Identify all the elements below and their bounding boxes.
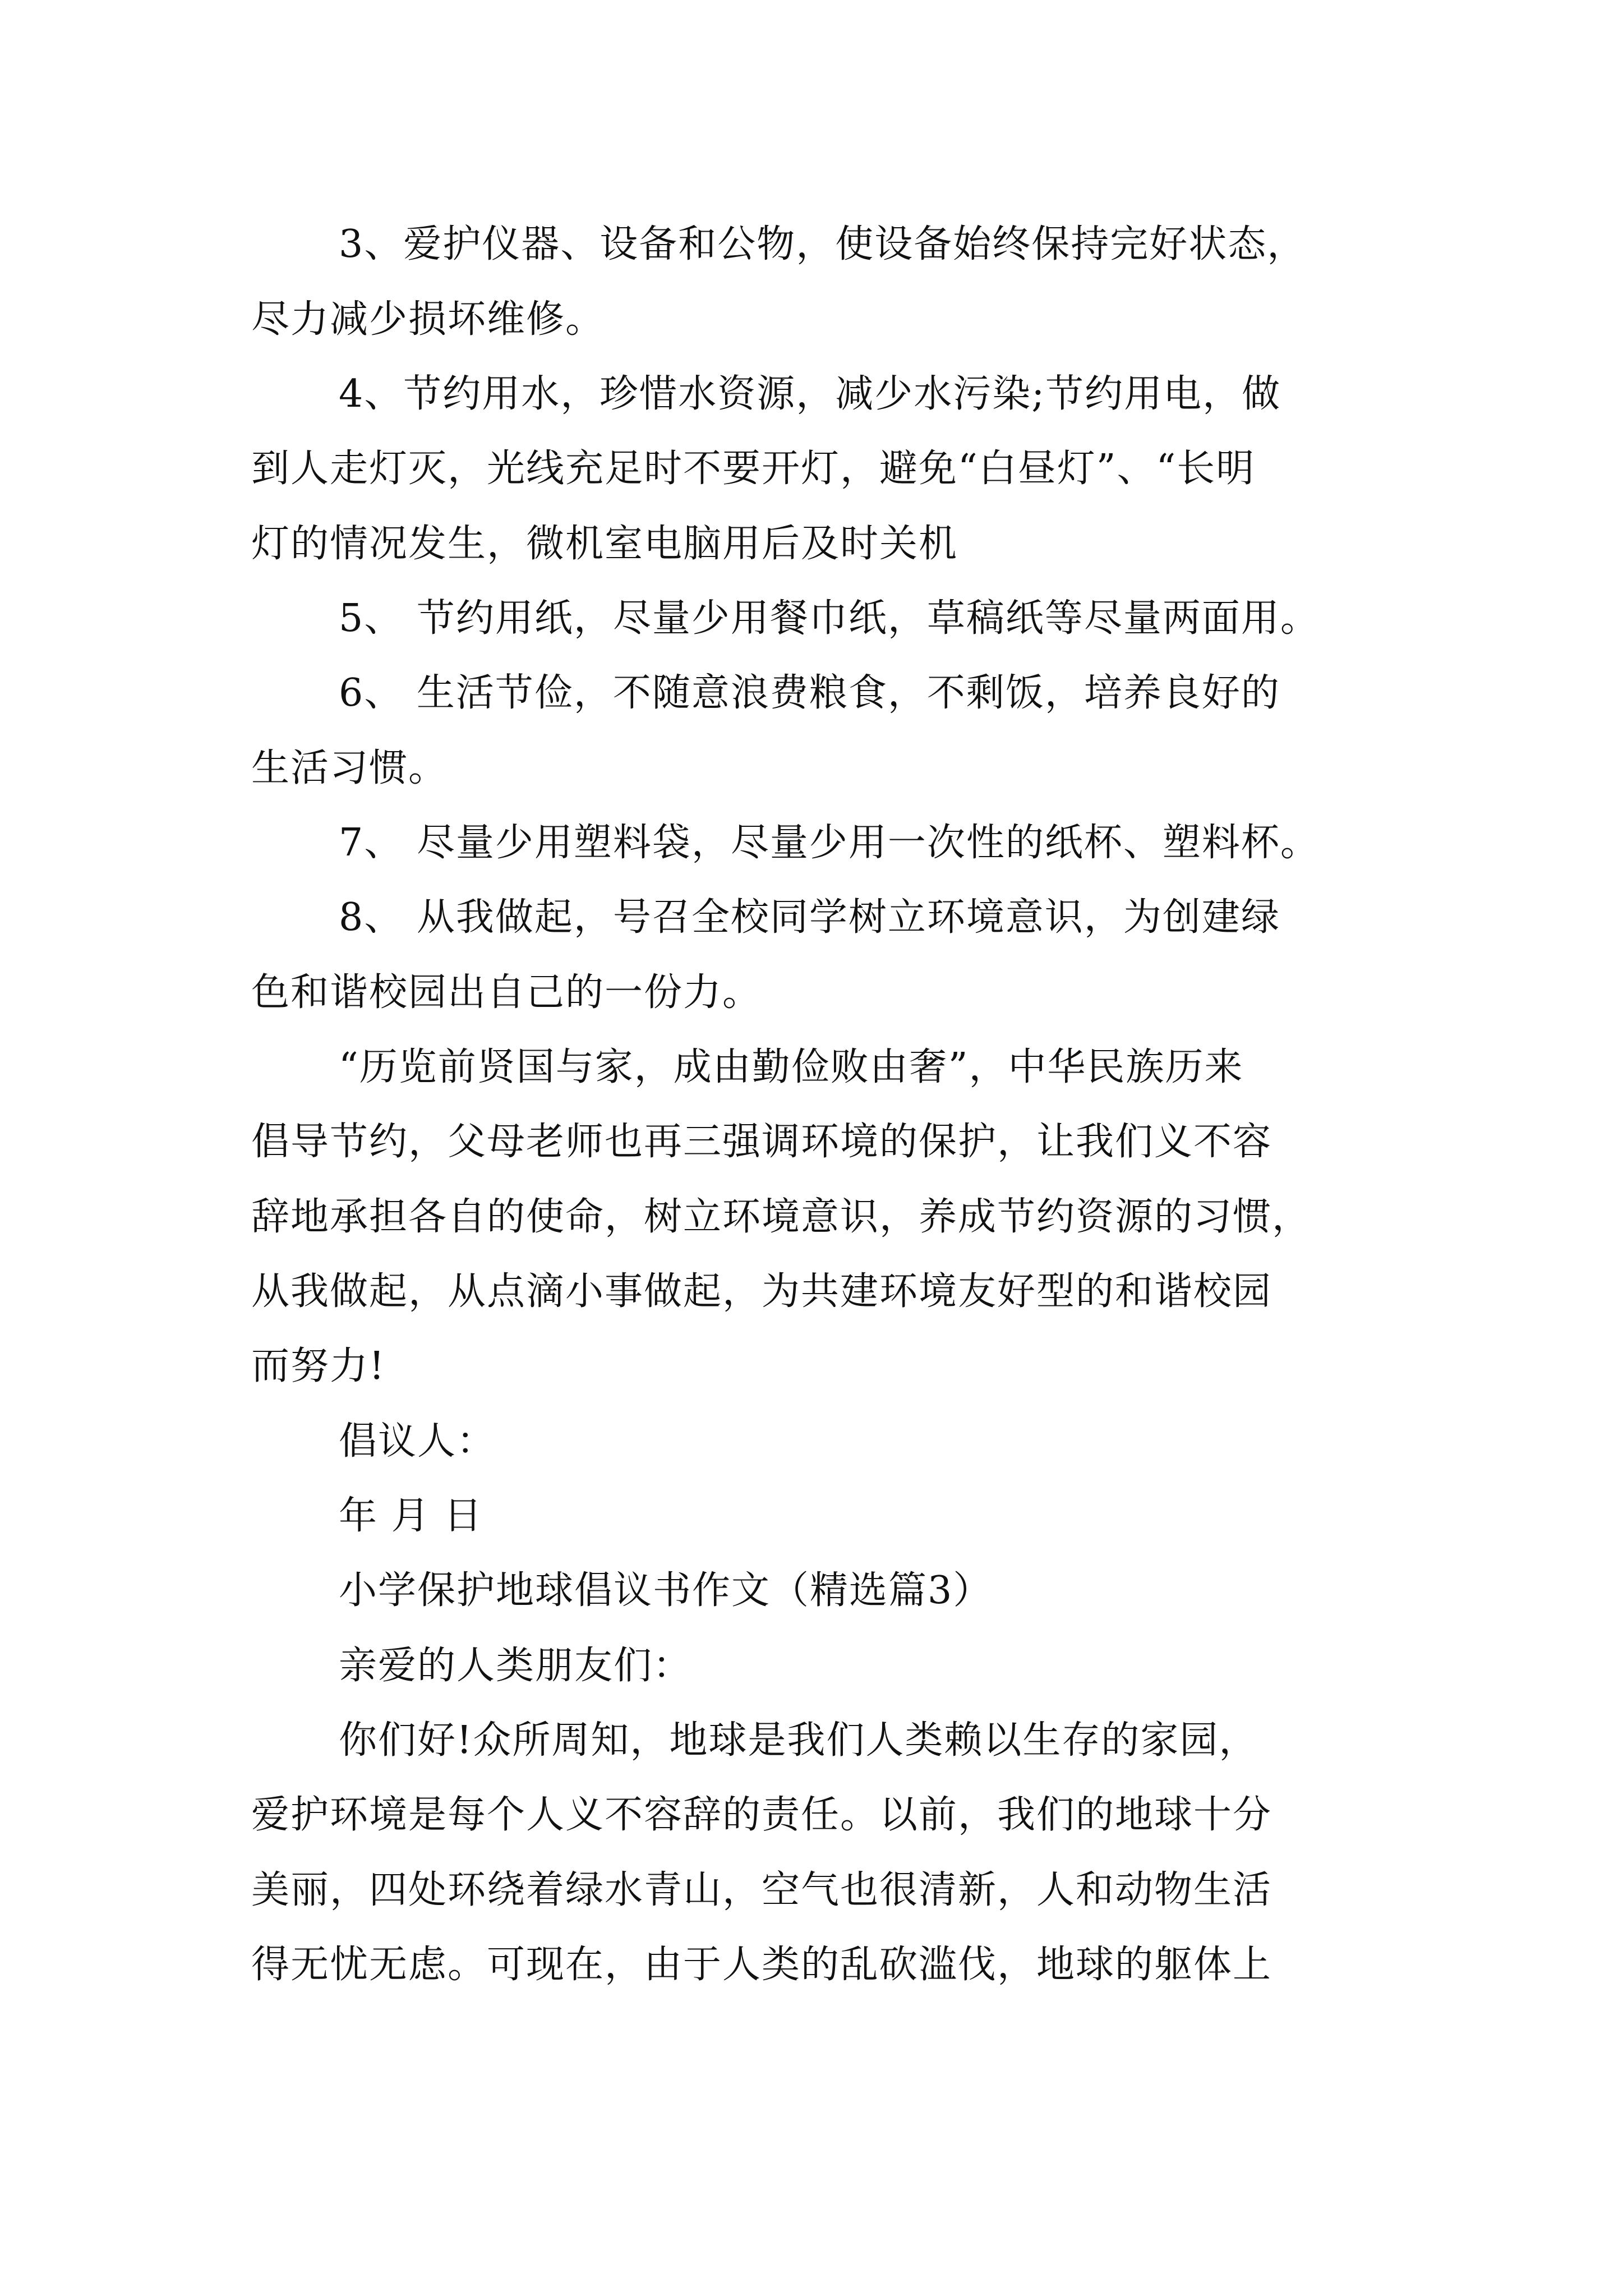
signature-proposer: 倡议人： bbox=[339, 1419, 496, 1464]
closing-paragraph-line-3: 辞地承担各自的使命，树立环境意识，养成节约资源的习惯， bbox=[251, 1195, 1312, 1239]
paragraph-3-line-2: 尽力减少损坏维修。 bbox=[251, 297, 605, 342]
closing-paragraph-line-2: 倡导节约，父母老师也再三强调环境的保护，让我们义不容 bbox=[251, 1120, 1272, 1164]
paragraph-8-line-2: 色和谐校园出自己的一份力。 bbox=[251, 970, 762, 1015]
closing-paragraph-line-5: 而努力! bbox=[251, 1344, 386, 1388]
paragraph-7-line-1: 7、 尽量少用塑料袋，尽量少用一次性的纸杯、塑料杯。 bbox=[339, 821, 1320, 865]
body-paragraph-line-2: 爱护环境是每个人义不容辞的责任。以前，我们的地球十分 bbox=[251, 1793, 1272, 1837]
paragraph-4-line-2: 到人走灯灭，光线充足时不要开灯，避免“白昼灯”、“长明 bbox=[251, 447, 1256, 491]
closing-paragraph-line-1: “历览前贤国与家，成由勤俭败由奢”，中华民族历来 bbox=[339, 1045, 1244, 1089]
closing-paragraph-line-4: 从我做起，从点滴小事做起，为共建环境友好型的和谐校园 bbox=[251, 1269, 1272, 1314]
paragraph-6-line-1: 6、 生活节俭，不随意浪费粮食，不剩饭，培养良好的 bbox=[339, 671, 1280, 715]
salutation: 亲爱的人类朋友们： bbox=[339, 1644, 693, 1688]
paragraph-4-line-3: 灯的情况发生，微机室电脑用后及时关机 bbox=[251, 522, 958, 566]
section-title: 小学保护地球倡议书作文（精选篇3） bbox=[339, 1568, 993, 1613]
paragraph-5-line-1: 5、 节约用纸，尽量少用餐巾纸，草稿纸等尽量两面用。 bbox=[339, 596, 1320, 641]
signature-date: 年 月 日 bbox=[339, 1494, 483, 1538]
paragraph-4-line-1: 4、节约用水，珍惜水资源，减少水污染;节约用电，做 bbox=[339, 372, 1281, 416]
paragraph-8-line-1: 8、 从我做起，号召全校同学树立环境意识，为创建绿 bbox=[339, 895, 1280, 940]
body-paragraph-line-1: 你们好!众所周知，地球是我们人类赖以生存的家园， bbox=[339, 1718, 1258, 1763]
paragraph-3-line-1: 3、爱护仪器、设备和公物，使设备始终保持完好状态， bbox=[339, 222, 1307, 266]
paragraph-6-line-2: 生活习惯。 bbox=[251, 746, 448, 790]
body-paragraph-line-3: 美丽，四处环绕着绿水青山，空气也很清新，人和动物生活 bbox=[251, 1868, 1272, 1912]
body-paragraph-line-4: 得无忧无虑。可现在，由于人类的乱砍滥伐，地球的躯体上 bbox=[251, 1943, 1272, 1987]
